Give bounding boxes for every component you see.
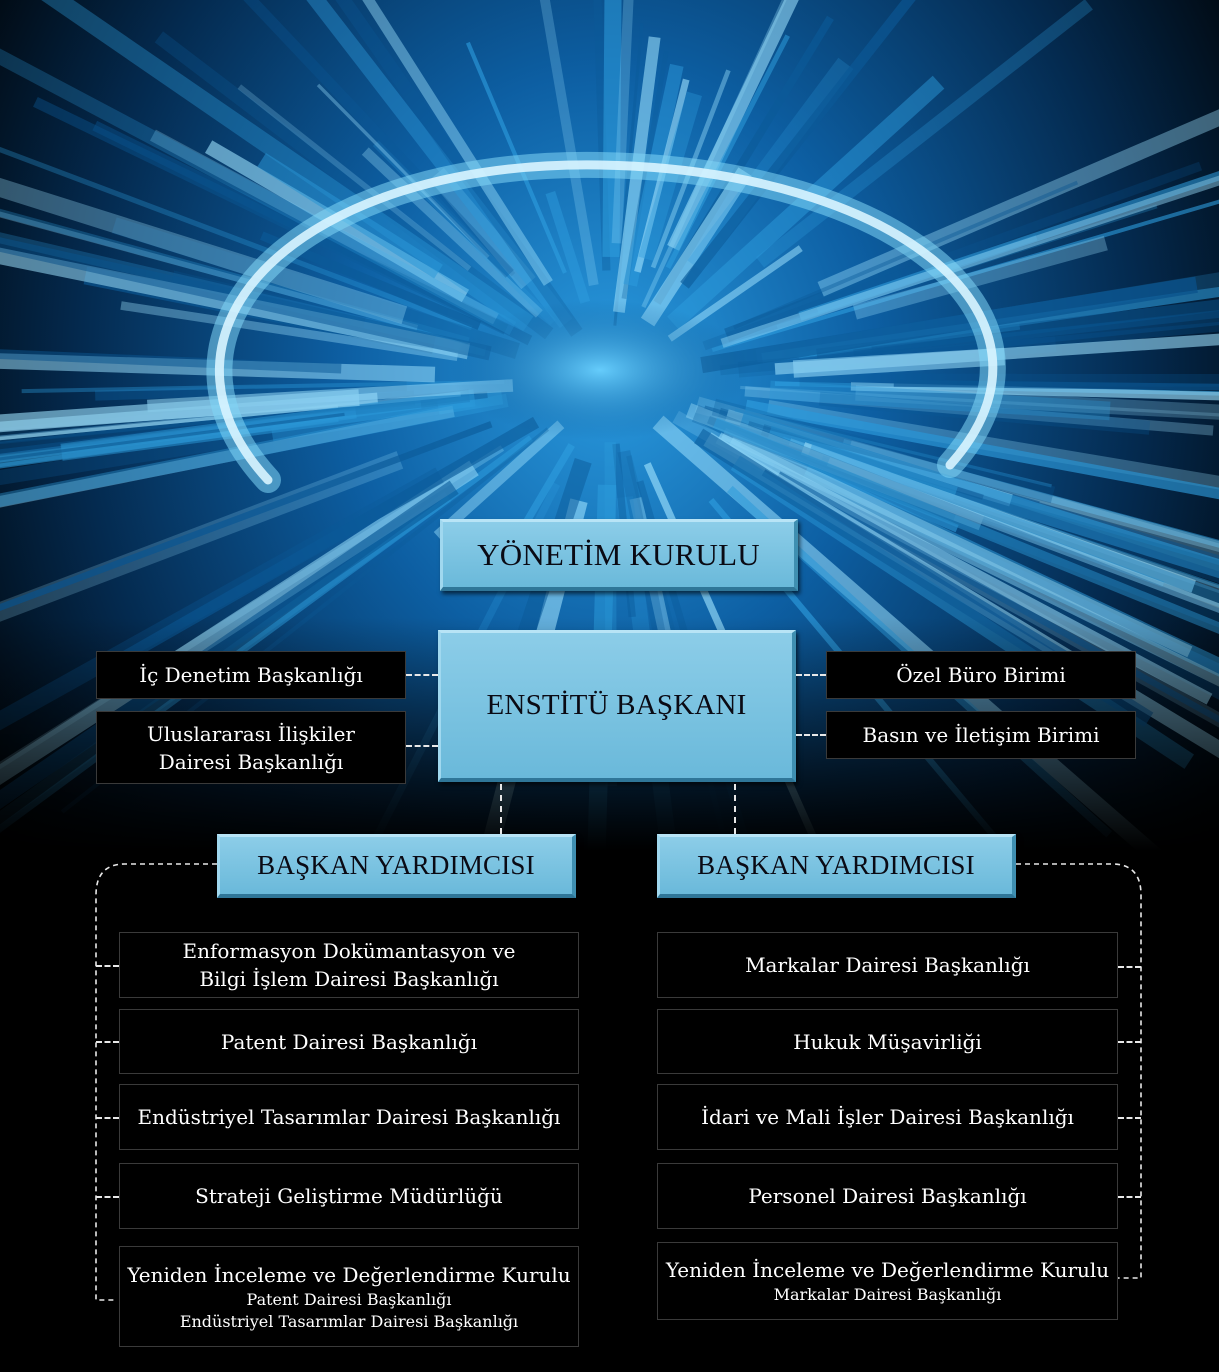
department-box (119, 1246, 579, 1347)
department-label: Strateji Geliştirme Müdürlüğü (195, 1184, 503, 1208)
board-label: YÖNETİM KURULU (477, 536, 760, 572)
department-box (657, 1084, 1118, 1150)
department-box (119, 1084, 579, 1150)
unit-label: İç Denetim Başkanlığı (139, 663, 363, 687)
connector (96, 965, 119, 967)
department-label: Markalar Dairesi Başkanlığı (745, 953, 1030, 977)
department-label: Patent Dairesi Başkanlığı (220, 1029, 478, 1054)
unit-label: Dairesi Başkanlığı (158, 749, 344, 774)
department-box (119, 1163, 579, 1229)
unit-label: Özel Büro Birimi (896, 663, 1066, 687)
department-label: Enformasyon Dokümantasyon ve (182, 939, 516, 963)
vice-president-label: BAŞKAN YARDIMCISI (257, 850, 535, 880)
department-sublabel: Endüstriyel Tasarımlar Dairesi Başkanlığı (179, 1311, 519, 1331)
department-label: Personel Dairesi Başkanlığı (748, 1184, 1027, 1208)
department-label: Yeniden İnceleme ve Değerlendirme Kurulu (127, 1262, 571, 1287)
connector (1118, 1041, 1141, 1043)
department-box (657, 1009, 1118, 1074)
president-label: ENSTİTÜ BAŞKANI (486, 689, 747, 721)
connector (96, 1117, 119, 1119)
connector (1118, 1196, 1141, 1198)
department-sublabel: Markalar Dairesi Başkanlığı (773, 1285, 1002, 1304)
vice-president-label: BAŞKAN YARDIMCISI (697, 850, 975, 880)
connector (96, 1041, 119, 1043)
connector (1118, 1117, 1141, 1119)
unit-label: Basın ve İletişim Birimi (862, 723, 1100, 747)
department-box (119, 1009, 579, 1074)
department-label: Endüstriyel Tasarımlar Dairesi Başkanlığı (137, 1105, 561, 1129)
department-box (657, 1242, 1118, 1320)
unit-label: Uluslararası İlişkiler (147, 721, 355, 746)
department-box (657, 1163, 1118, 1229)
department-label: Hukuk Müşavirliği (793, 1029, 982, 1054)
department-box (119, 932, 579, 998)
connector (1118, 966, 1141, 968)
department-label: Bilgi İşlem Dairesi Başkanlığı (199, 967, 499, 991)
department-label: Yeniden İnceleme ve Değerlendirme Kurulu (665, 1258, 1110, 1282)
department-label: İdari ve Mali İşler Dairesi Başkanlığı (701, 1105, 1074, 1129)
department-box (657, 932, 1118, 998)
connector (96, 1196, 119, 1198)
department-sublabel: Patent Dairesi Başkanlığı (246, 1289, 452, 1309)
